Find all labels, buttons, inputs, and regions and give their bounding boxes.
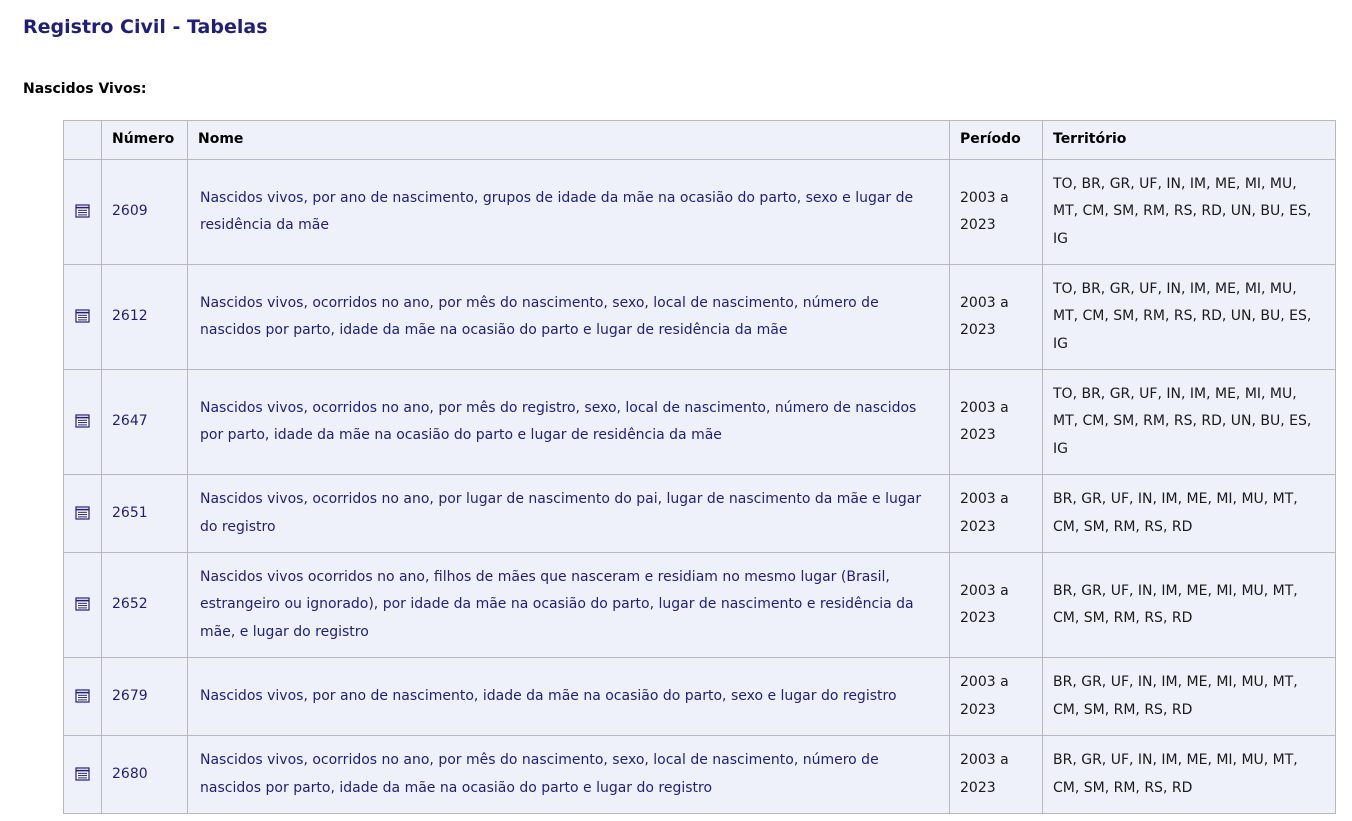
header-territorio: Território: [1043, 121, 1336, 160]
table-header-row: [64, 121, 1336, 160]
header-nome: Nome: [188, 121, 950, 160]
row-numero: [102, 736, 188, 814]
row-nome: [188, 475, 950, 553]
row-numero-link[interactable]: 2651: [112, 504, 148, 521]
row-icon-cell: [64, 265, 102, 370]
table-row: [64, 736, 1336, 814]
table-row: [64, 370, 1336, 475]
table-document-icon[interactable]: [75, 309, 90, 323]
row-territorio: BR, GR, UF, IN, IM, ME, MI, MU, MT, CM, SM, RM, RS, RD: [1043, 736, 1336, 814]
tables-table: [63, 120, 1336, 814]
row-periodo: 2003 a 2023: [950, 736, 1043, 814]
header-numero: Número: [102, 121, 188, 160]
row-nome-link[interactable]: Nascidos vivos, ocorridos no ano, por mês do registro, sexo, local de nascimento, número de nascidos por parto, idade da mãe na ocasião do parto e lugar de residência da mãe: [200, 399, 917, 443]
page-title: Registro Civil - Tabelas: [23, 16, 268, 38]
table-document-icon[interactable]: [75, 506, 90, 520]
row-numero-link[interactable]: 2679: [112, 687, 148, 704]
row-numero: [102, 475, 188, 553]
row-nome: [188, 160, 950, 265]
row-numero-link[interactable]: 2647: [112, 413, 148, 430]
table-document-icon[interactable]: [75, 414, 90, 428]
table-document-icon[interactable]: [75, 767, 90, 781]
table-document-icon[interactable]: [75, 689, 90, 703]
row-nome: [188, 553, 950, 658]
row-nome-link[interactable]: Nascidos vivos, ocorridos no ano, por mês do nascimento, sexo, local de nascimento, número de nascidos por parto, idade da mãe na ocasião do parto e lugar de residência da mãe: [200, 294, 879, 338]
row-periodo: 2003 a 2023: [950, 370, 1043, 475]
row-numero: [102, 658, 188, 736]
table-document-icon[interactable]: [75, 597, 90, 611]
row-icon-cell: [64, 658, 102, 736]
row-periodo: 2003 a 2023: [950, 553, 1043, 658]
row-nome-link[interactable]: Nascidos vivos, ocorridos no ano, por mês do nascimento, sexo, local de nascimento, número de nascidos por parto, idade da mãe na ocasião do parto e lugar do registro: [200, 752, 879, 796]
row-numero-link[interactable]: 2612: [112, 308, 148, 325]
row-numero-link[interactable]: 2609: [112, 203, 148, 220]
row-territorio: BR, GR, UF, IN, IM, ME, MI, MU, MT, CM, SM, RM, RS, RD: [1043, 658, 1336, 736]
row-periodo: 2003 a 2023: [950, 265, 1043, 370]
table-row: [64, 553, 1336, 658]
table-row: [64, 475, 1336, 553]
row-numero-link[interactable]: 2680: [112, 765, 148, 782]
section-title: Nascidos Vivos:: [23, 81, 147, 97]
row-numero: [102, 160, 188, 265]
row-numero: [102, 370, 188, 475]
table-row: [64, 160, 1336, 265]
row-territorio: TO, BR, GR, UF, IN, IM, ME, MI, MU, MT, CM, SM, RM, RS, RD, UN, BU, ES, IG: [1043, 370, 1336, 475]
row-numero: [102, 553, 188, 658]
row-numero: [102, 265, 188, 370]
row-icon-cell: [64, 475, 102, 553]
row-nome-link[interactable]: Nascidos vivos ocorridos no ano, filhos de mães que nasceram e residiam no mesmo lugar (Brasil, estrangeiro ou ignorado), por idade da mãe na ocasião do parto, lugar de nascimento e residência da mãe, e lugar do registro: [200, 568, 914, 640]
row-territorio: BR, GR, UF, IN, IM, ME, MI, MU, MT, CM, SM, RM, RS, RD: [1043, 475, 1336, 553]
table-row: [64, 658, 1336, 736]
row-nome-link[interactable]: Nascidos vivos, ocorridos no ano, por lugar de nascimento do pai, lugar de nascimento da mãe e lugar do registro: [200, 491, 922, 535]
row-icon-cell: [64, 736, 102, 814]
row-icon-cell: [64, 370, 102, 475]
row-numero-link[interactable]: 2652: [112, 596, 148, 613]
row-nome-link[interactable]: Nascidos vivos, por ano de nascimento, grupos de idade da mãe na ocasião do parto, sexo e lugar de residência da mãe: [200, 189, 914, 233]
header-icon: [64, 121, 102, 160]
row-nome: [188, 658, 950, 736]
header-periodo: Período: [950, 121, 1043, 160]
row-territorio: BR, GR, UF, IN, IM, ME, MI, MU, MT, CM, SM, RM, RS, RD: [1043, 553, 1336, 658]
row-territorio: TO, BR, GR, UF, IN, IM, ME, MI, MU, MT, CM, SM, RM, RS, RD, UN, BU, ES, IG: [1043, 160, 1336, 265]
row-nome: [188, 370, 950, 475]
row-icon-cell: [64, 553, 102, 658]
row-periodo: 2003 a 2023: [950, 475, 1043, 553]
row-icon-cell: [64, 160, 102, 265]
table-row: [64, 265, 1336, 370]
row-nome: [188, 265, 950, 370]
row-territorio: TO, BR, GR, UF, IN, IM, ME, MI, MU, MT, CM, SM, RM, RS, RD, UN, BU, ES, IG: [1043, 265, 1336, 370]
row-periodo: 2003 a 2023: [950, 160, 1043, 265]
table-document-icon[interactable]: [75, 204, 90, 218]
row-nome: [188, 736, 950, 814]
row-periodo: 2003 a 2023: [950, 658, 1043, 736]
row-nome-link[interactable]: Nascidos vivos, por ano de nascimento, idade da mãe na ocasião do parto, sexo e lugar do registro: [200, 687, 897, 704]
